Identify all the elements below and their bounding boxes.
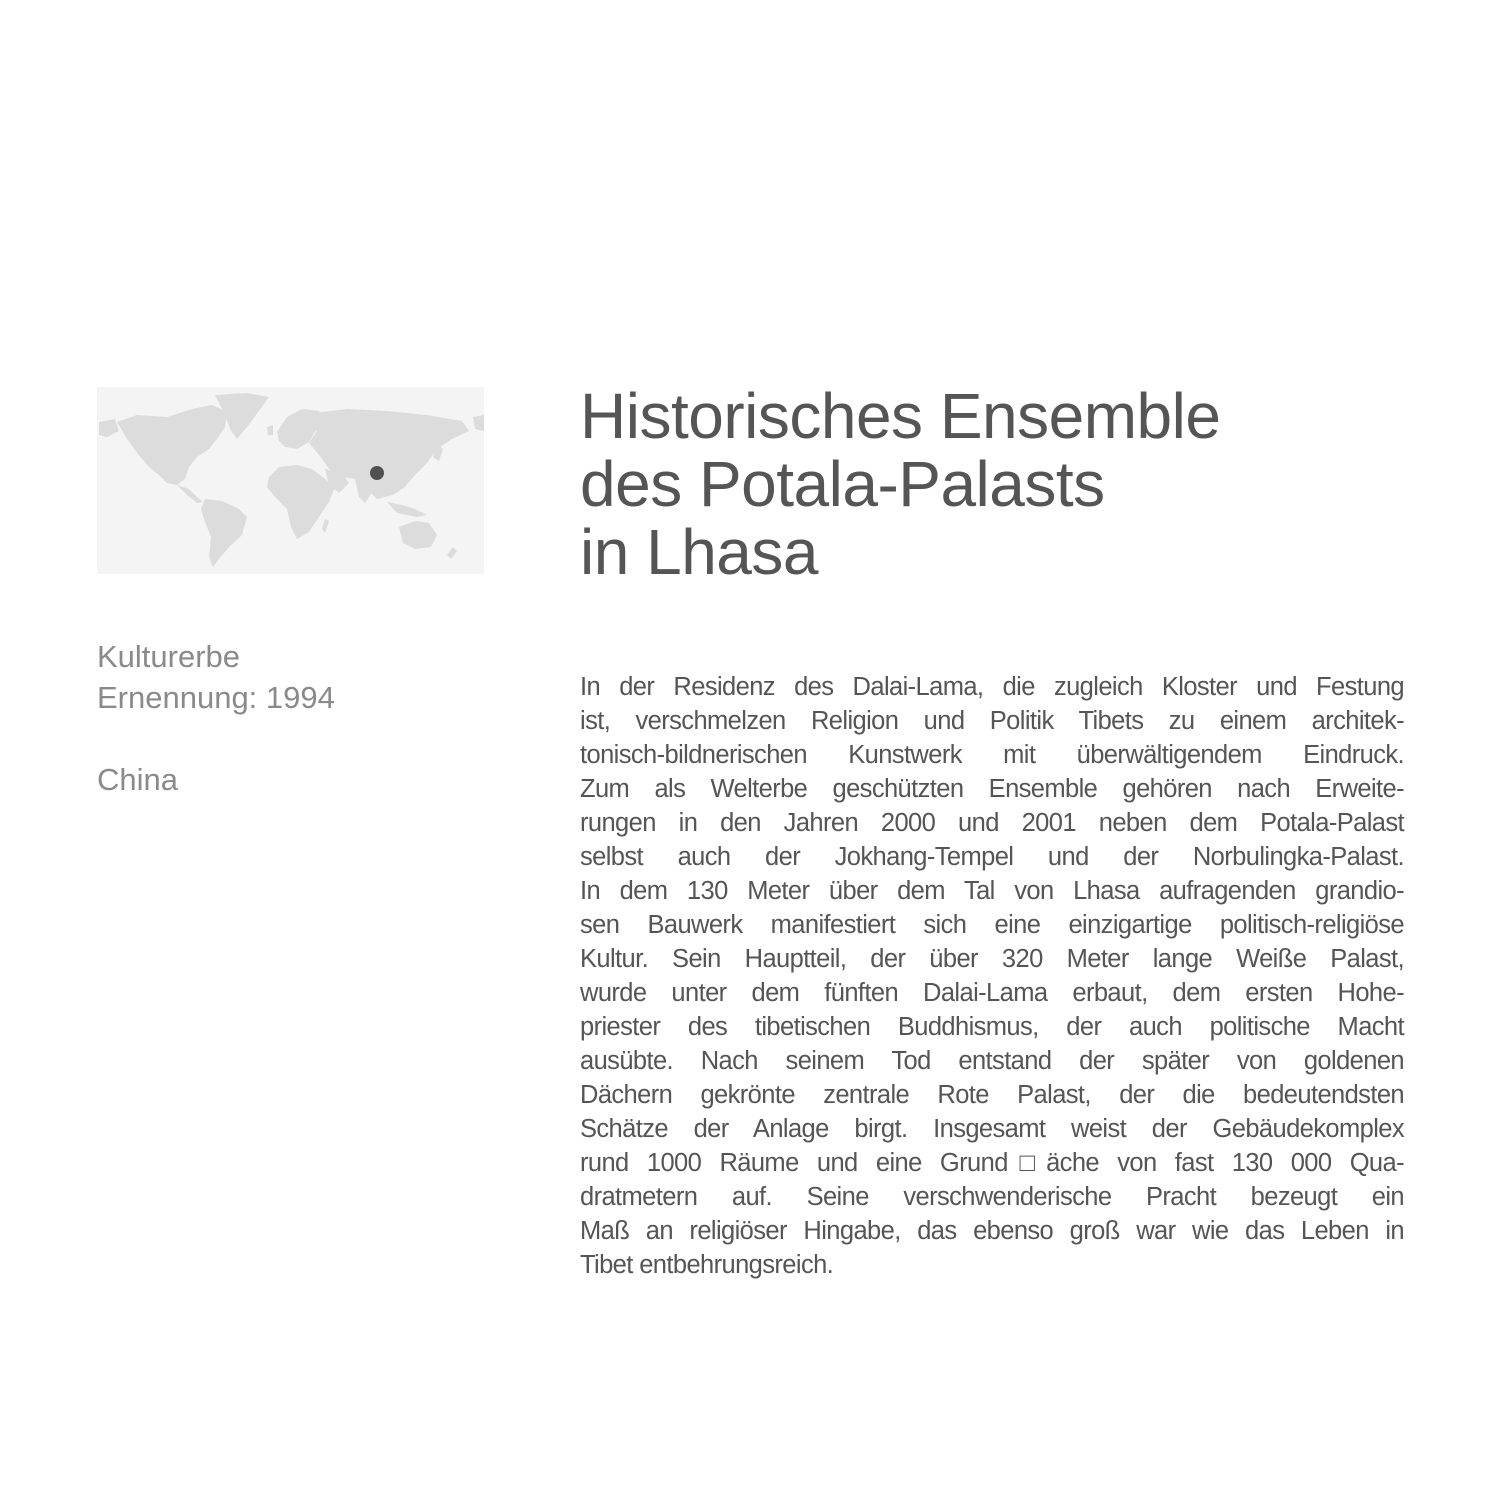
text-line: wurde unter dem fünften Dalai-Lama erbaut, dem ersten Hohe- [580, 979, 1404, 1007]
page-title [580, 382, 1220, 586]
text-line: rungen in den Jahren 2000 und 2001 neben dem Potala-Palast [580, 809, 1404, 837]
text-line: priester des tibetischen Buddhismus, der auch politische Macht [580, 1013, 1404, 1041]
heritage-category: Kulturerbe [97, 639, 241, 674]
text-line: Zum als Welterbe geschützten Ensemble gehören nach Erweite- [580, 775, 1404, 803]
world-map [97, 387, 484, 574]
description-text [580, 670, 1404, 1282]
title-line: des Potala-Palasts [580, 448, 1105, 520]
text-line: ausübte. Nach seinem Tod entstand der später von goldenen [580, 1047, 1404, 1075]
text-line: selbst auch der Jokhang-Tempel und der Norbulingka-Palast. [580, 843, 1404, 871]
text-line: dratmetern auf. Seine verschwenderische Pracht bezeugt ein [580, 1183, 1404, 1211]
text-line: Dächern gekrönte zentrale Rote Palast, der die bedeutendsten [580, 1081, 1404, 1109]
text-line: Schätze der Anlage birgt. Insgesamt weist der Gebäudekomplex [580, 1115, 1404, 1143]
text-line: Maß an religiöser Hingabe, das ebenso groß war wie das Leben in [580, 1217, 1404, 1245]
text-line: rund 1000 Räume und eine Grund□äche von fast 130 000 Qua- [580, 1149, 1404, 1177]
title-line: in Lhasa [580, 516, 818, 588]
text-line: In dem 130 Meter über dem Tal von Lhasa aufragenden grandio- [580, 877, 1404, 905]
text-line: ist, verschmelzen Religion und Politik Tibets zu einem architek- [580, 707, 1404, 735]
spacer [97, 718, 335, 759]
country: China [97, 762, 178, 797]
title-line: Historisches Ensemble [580, 380, 1221, 452]
location-dot-icon [370, 466, 384, 480]
text-line: sen Bauwerk manifestiert sich eine einzigartige politisch-religiöse [580, 911, 1404, 939]
world-map-icon [97, 387, 484, 574]
designation-year: Ernennung: 1994 [97, 680, 335, 715]
site-metadata [97, 636, 335, 800]
text-line: Tibet entbehrungsreich. [580, 1251, 834, 1279]
text-line: tonisch-bildnerischen Kunstwerk mit überwältigendem Eindruck. [580, 741, 1404, 769]
text-line: In der Residenz des Dalai-Lama, die zugleich Kloster und Festung [580, 673, 1404, 701]
text-line: Kultur. Sein Hauptteil, der über 320 Meter lange Weiße Palast, [580, 945, 1404, 973]
